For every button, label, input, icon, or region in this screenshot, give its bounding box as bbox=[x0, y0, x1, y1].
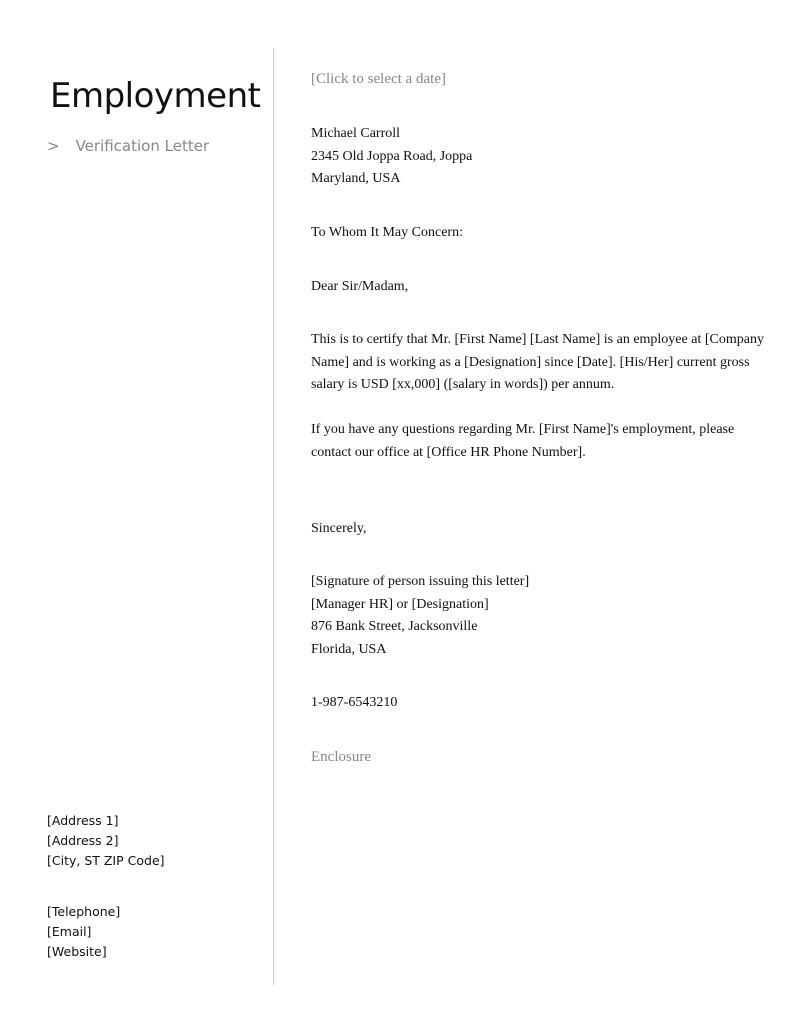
telephone: [Telephone] bbox=[47, 904, 121, 919]
paragraph-line: If you have any questions regarding Mr. [First Name]'s employment, please bbox=[311, 422, 735, 437]
signer-title: [Manager HR] or [Designation] bbox=[311, 596, 489, 612]
address-line-1: [Address 1] bbox=[47, 813, 119, 828]
document-title: Employment bbox=[50, 76, 261, 116]
paragraph-certification bbox=[311, 329, 764, 397]
closing: Sincerely, bbox=[311, 521, 367, 536]
address-city: [City, ST ZIP Code] bbox=[47, 853, 165, 868]
subtitle-text: Verification Letter bbox=[75, 137, 210, 155]
chevron-right-icon: > bbox=[47, 137, 60, 155]
signer-state: Florida, USA bbox=[311, 641, 387, 657]
date-picker[interactable]: [Click to select a date] bbox=[311, 71, 446, 87]
paragraph-line: salary is USD [xx,000] ([salary in words]) per annum. bbox=[311, 377, 615, 392]
paragraph-line: This is to certify that Mr. [First Name] [Last Name] is an employee at [Company bbox=[311, 332, 764, 347]
website: [Website] bbox=[47, 944, 107, 959]
signature-block bbox=[311, 571, 529, 661]
paragraph-line: Name] and is working as a [Designation] since [Date]. [His/Her] current gross bbox=[311, 354, 750, 370]
enclosure: Enclosure bbox=[311, 749, 371, 765]
recipient-name: Michael Carroll bbox=[311, 126, 401, 141]
recipient-state: Maryland, USA bbox=[311, 171, 401, 186]
paragraph-contact bbox=[311, 419, 734, 464]
paragraph-line: contact our office at [Office HR Phone Number]. bbox=[311, 444, 586, 460]
signature: [Signature of person issuing this letter] bbox=[311, 574, 530, 589]
salutation: Dear Sir/Madam, bbox=[311, 279, 409, 294]
signer-street: 876 Bank Street, Jacksonville bbox=[311, 619, 478, 634]
recipient-address bbox=[311, 123, 472, 191]
sidebar bbox=[0, 0, 273, 1035]
sender-contact bbox=[47, 902, 120, 962]
document-subtitle bbox=[47, 137, 209, 155]
address-line-2: [Address 2] bbox=[47, 833, 119, 848]
email: [Email] bbox=[47, 924, 92, 939]
recipient-street: 2345 Old Joppa Road, Joppa bbox=[311, 148, 473, 164]
to-whom: To Whom It May Concern: bbox=[311, 225, 463, 240]
vertical-divider bbox=[273, 48, 274, 985]
sender-address bbox=[47, 811, 165, 871]
phone-number: 1-987-6543210 bbox=[311, 695, 398, 710]
